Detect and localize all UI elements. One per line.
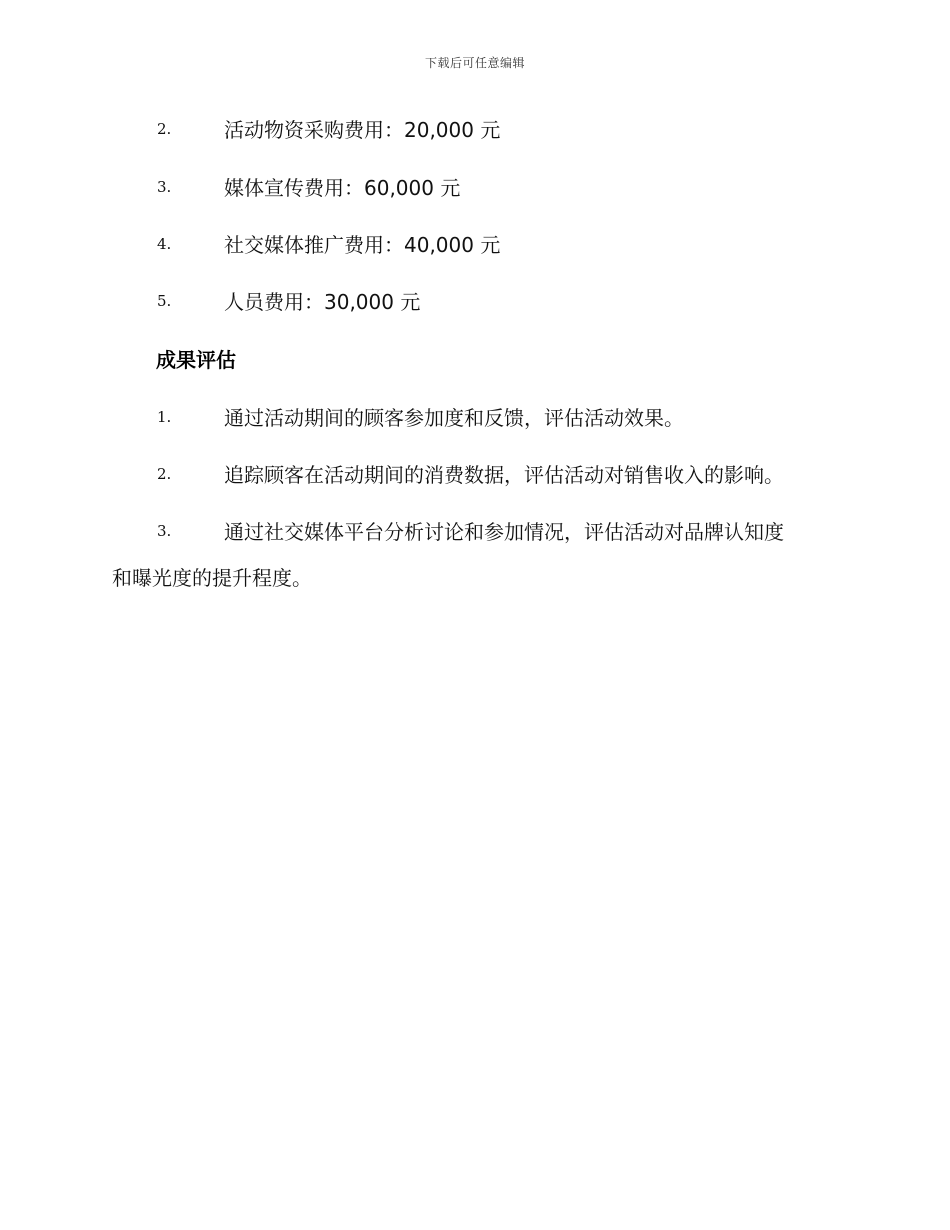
list-text-continuation: 和曝光度的提升程度。 [112, 566, 312, 590]
list-text: 社交媒体推广费用：40,000 元 [224, 233, 501, 257]
budget-item [0, 114, 950, 144]
evaluation-item [0, 402, 950, 432]
list-text: 人员费用：30,000 元 [224, 290, 421, 314]
list-number: 4. [157, 235, 172, 253]
list-number: 2. [157, 120, 172, 138]
list-number: 1. [157, 408, 172, 426]
list-number: 5. [157, 292, 172, 310]
list-text: 媒体宣传费用：60,000 元 [224, 176, 461, 200]
list-text: 通过社交媒体平台分析讨论和参加情况，评估活动对品牌认知度 [224, 520, 784, 544]
list-text: 追踪顾客在活动期间的消费数据，评估活动对销售收入的影响。 [224, 463, 784, 487]
list-number: 3. [157, 522, 172, 540]
page-header: 下载后可任意编辑 [424, 56, 525, 70]
budget-item [0, 229, 950, 259]
list-number: 3. [157, 178, 172, 196]
budget-item [0, 172, 950, 202]
list-number: 2. [157, 465, 172, 483]
list-text: 通过活动期间的顾客参加度和反馈，评估活动效果。 [224, 406, 684, 430]
evaluation-item [0, 516, 950, 546]
list-text: 活动物资采购费用：20,000 元 [224, 118, 501, 142]
evaluation-item [0, 459, 950, 489]
section-heading: 成果评估 [156, 348, 236, 372]
budget-item [0, 286, 950, 316]
